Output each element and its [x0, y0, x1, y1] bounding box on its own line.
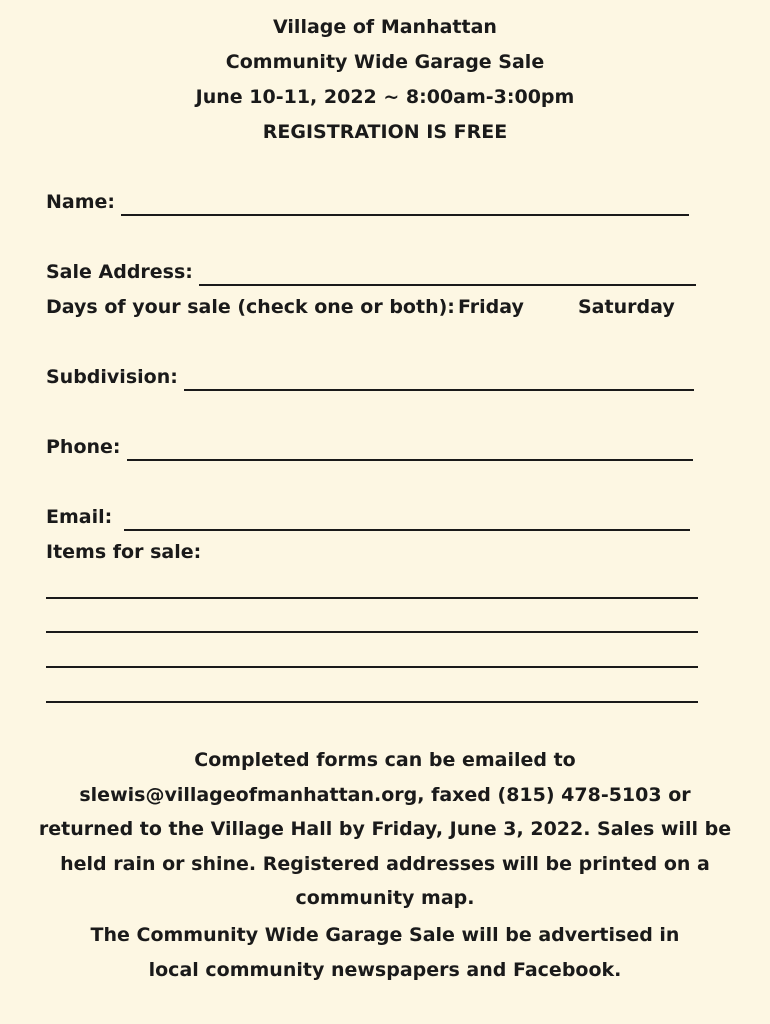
name-field[interactable]: [121, 194, 689, 216]
village-title: Village of Manhattan: [273, 16, 497, 38]
advertising-note: The Community Wide Garage Sale will be advertised in local community newspapers and Facebook.: [90, 924, 680, 981]
subdivision-field[interactable]: [184, 369, 694, 391]
email-row: [46, 503, 690, 531]
email-field[interactable]: [124, 509, 690, 531]
registration-note: REGISTRATION IS FREE: [262, 121, 508, 143]
submission-instructions: Completed forms can be emailed to slewis@villageofmanhattan.org, faxed (815) 478-5103 or returned to the Village Hall by Friday, June 3, 2022. Sales will be held rain or shine. Registered addresses will be printed on a community map.: [38, 749, 732, 909]
phone-field[interactable]: [127, 439, 693, 461]
event-title: Community Wide Garage Sale: [225, 51, 545, 73]
items-line-2[interactable]: [46, 631, 698, 633]
items-line-1[interactable]: [46, 597, 698, 599]
items-line-3[interactable]: [46, 666, 698, 668]
sale-days-label: Days of your sale (check one or both):: [46, 296, 455, 318]
subdivision-row: [46, 363, 694, 391]
sale-address-label: Sale Address:: [46, 261, 193, 283]
sale-address-field[interactable]: [199, 264, 696, 286]
items-label: Items for sale:: [46, 541, 202, 563]
sale-address-row: [46, 258, 696, 286]
sale-days-row: [46, 293, 726, 321]
event-dates: June 10-11, 2022 ~ 8:00am-3:00pm: [195, 86, 575, 108]
friday-option[interactable]: Friday: [458, 296, 524, 318]
saturday-option[interactable]: Saturday: [578, 296, 675, 318]
subdivision-label: Subdivision:: [46, 366, 178, 388]
name-row: [46, 188, 689, 216]
phone-label: Phone:: [46, 436, 121, 458]
email-label: Email:: [46, 506, 113, 528]
name-label: Name:: [46, 191, 116, 213]
items-line-4[interactable]: [46, 701, 698, 703]
form-header: [0, 10, 770, 150]
phone-row: [46, 433, 693, 461]
